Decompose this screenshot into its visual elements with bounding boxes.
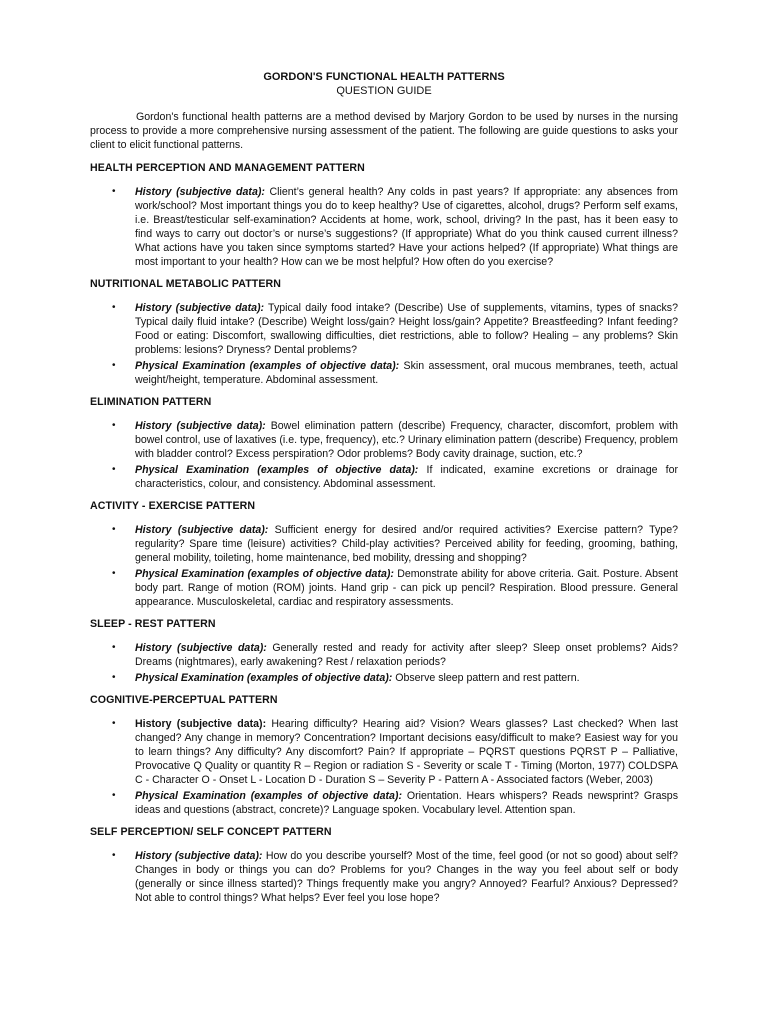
item-label: History (subjective data):	[135, 524, 269, 536]
item-label: History (subjective data):	[135, 718, 267, 730]
list-item	[90, 789, 678, 817]
bullet-icon: •	[112, 790, 116, 801]
item-label: Physical Examination (examples of objective data):	[135, 464, 419, 476]
item-text: Skin assessment, oral mucous membranes, teeth, actual weight/height, temperature. Abdominal assessment.	[135, 360, 678, 386]
list-item	[90, 463, 678, 491]
section	[90, 693, 678, 817]
item-text: Generally rested and ready for activity after sleep? Sleep onset problems? Aids? Dreams (nightmares), early awakening? Rest / relaxation periods?	[135, 642, 678, 668]
bullet-icon: •	[112, 672, 116, 683]
section-heading: ACTIVITY - EXERCISE PATTERN	[90, 500, 256, 512]
list-item	[90, 849, 678, 905]
list-item	[90, 359, 678, 387]
list-item	[90, 523, 678, 565]
item-label: Physical Examination (examples of objective data):	[135, 568, 394, 580]
list-item	[90, 185, 678, 269]
list-item	[90, 717, 678, 787]
bullet-list	[90, 849, 678, 905]
section	[90, 825, 678, 905]
bullet-icon: •	[112, 464, 116, 475]
document-title: GORDON'S FUNCTIONAL HEALTH PATTERNS	[263, 71, 505, 83]
section-heading: NUTRITIONAL METABOLIC PATTERN	[90, 278, 282, 290]
item-text: Demonstrate ability for above criteria. Gait. Posture. Absent body part. Range of motion (ROM) joints. Hand grip - can pick up pencil? Respiration. Blood pressure. General appearance. Musculoskeletal, cardiac and respiratory assessments.	[135, 568, 678, 608]
item-label: History (subjective data):	[135, 420, 266, 432]
item-label: History (subjective data):	[135, 186, 265, 198]
section-heading: HEALTH PERCEPTION AND MANAGEMENT PATTERN	[90, 162, 365, 174]
item-text: If indicated, examine excretions or drainage for characteristics, colour, and consistency. Abdominal assessment.	[135, 464, 678, 490]
item-text: Typical daily food intake? (Describe) Use of supplements, vitamins, types of snacks? Typical daily fluid intake? (Describe) Weight loss/gain? Height loss/gain? Appetite? Breastfeeding? Infant feeding? Food or eating: Discomfort, swallowing difficulties, diet restrictions, able to follow? Healing – any problems? Skin problems: lesions? Dryness? Dental problems?	[135, 302, 678, 356]
bullet-icon: •	[112, 568, 116, 579]
section-heading: SLEEP - REST PATTERN	[90, 618, 216, 630]
item-text: Sufficient energy for desired and/or required activities? Exercise pattern? Type? regularity? Spare time (leisure) activities? Child-play activities? Perceived ability for feeding, grooming, bathing, general mobility, toileting, home maintenance, bed mobility, dressing and shopping?	[135, 524, 678, 564]
item-label: Physical Examination (examples of objective data):	[135, 672, 393, 684]
bullet-icon: •	[112, 360, 116, 371]
bullet-icon: •	[112, 718, 116, 729]
item-label: Physical Examination (examples of objective data):	[135, 790, 402, 802]
item-label: Physical Examination (examples of objective data):	[135, 360, 400, 372]
bullet-list	[90, 301, 678, 387]
section-heading: COGNITIVE-PERCEPTUAL PATTERN	[90, 694, 278, 706]
bullet-list	[90, 185, 678, 269]
bullet-list	[90, 641, 678, 685]
item-text: Observe sleep pattern and rest pattern.	[392, 672, 580, 684]
list-item	[90, 419, 678, 461]
section	[90, 277, 678, 387]
list-item	[90, 671, 678, 685]
sections-container	[90, 161, 678, 905]
item-label: History (subjective data):	[135, 850, 263, 862]
section	[90, 499, 678, 609]
bullet-icon: •	[112, 302, 116, 313]
section	[90, 161, 678, 269]
bullet-list	[90, 717, 678, 817]
item-label: History (subjective data):	[135, 642, 267, 654]
list-item	[90, 641, 678, 669]
section	[90, 395, 678, 491]
item-text: Bowel elimination pattern (describe) Frequency, character, discomfort, problem with bowel control, use of laxatives (i.e. type, frequency), etc.? Urinary elimination pattern (describe) Frequency, problem with bladder control? Excess perspiration? Odor problems? Body cavity drainage, suction, etc.?	[135, 420, 678, 460]
bullet-icon: •	[112, 642, 116, 653]
item-text: How do you describe yourself? Most of the time, feel good (or not so good) about self? Changes in body or things you can do? Problems for you? Changes in the way you feel about self or body (generally or since illness started)? Things frequently make you angry? Annoyed? Fearful? Anxious? Depressed? Not able to control things? What helps? Ever feel you lose hope?	[135, 850, 678, 904]
section-heading: SELF PERCEPTION/ SELF CONCEPT PATTERN	[90, 826, 332, 838]
section-heading: ELIMINATION PATTERN	[90, 396, 212, 408]
item-label: History (subjective data):	[135, 302, 265, 314]
item-text: Hearing difficulty? Hearing aid? Vision? Wears glasses? Last checked? When last changed? Any change in memory? Concentration? Important decisions easy/difficult to make? Easiest way for you to learn things? Any difficulty? Any discomfort? Pain? If appropriate – PQRST questions PQRST P – Palliative, Provocative Q Quality or quantity R – Region or radiation S - Severity or scale T - Timing (Morton, 1977) COLDSPA C - Character O - Onset L - Location D - Duration S – Severity P - Pattern A - Associated factors (Weber, 2003)	[135, 718, 678, 786]
bullet-icon: •	[112, 850, 116, 861]
item-text: Client’s general health? Any colds in past years? If appropriate: any absences from work/school? Most important things you do to keep healthy? Use of cigarettes, alcohol, drugs? Perform self exams, i.e. Breast/testicular self-examination? Accidents at home, work, school, driving? In the past, has it been easy to find ways to carry out doctor’s or nurse’s suggestions? (If appropriate) What do you think caused current illness? What actions have you taken since symptoms started? Have your actions helped? (If appropriate) What things are most important to your health? How can we be most helpful? How often do you exercise?	[135, 186, 678, 268]
list-item	[90, 567, 678, 609]
bullet-list	[90, 523, 678, 609]
bullet-icon: •	[112, 186, 116, 197]
section	[90, 617, 678, 685]
item-text: Orientation. Hears whispers? Reads newsprint? Grasps ideas and questions (abstract, concrete)? Language spoken. Vocabulary level. Attention span.	[135, 790, 678, 816]
intro-paragraph: Gordon's functional health patterns are a method devised by Marjory Gordon to be used by nurses in the nursing process to provide a more comprehensive nursing assessment of the patient. The following are guide questions to asks your client to elicit functional patterns.	[90, 111, 678, 151]
document-subtitle: QUESTION GUIDE	[336, 85, 432, 97]
list-item	[90, 301, 678, 357]
bullet-icon: •	[112, 524, 116, 535]
bullet-icon: •	[112, 420, 116, 431]
bullet-list	[90, 419, 678, 491]
